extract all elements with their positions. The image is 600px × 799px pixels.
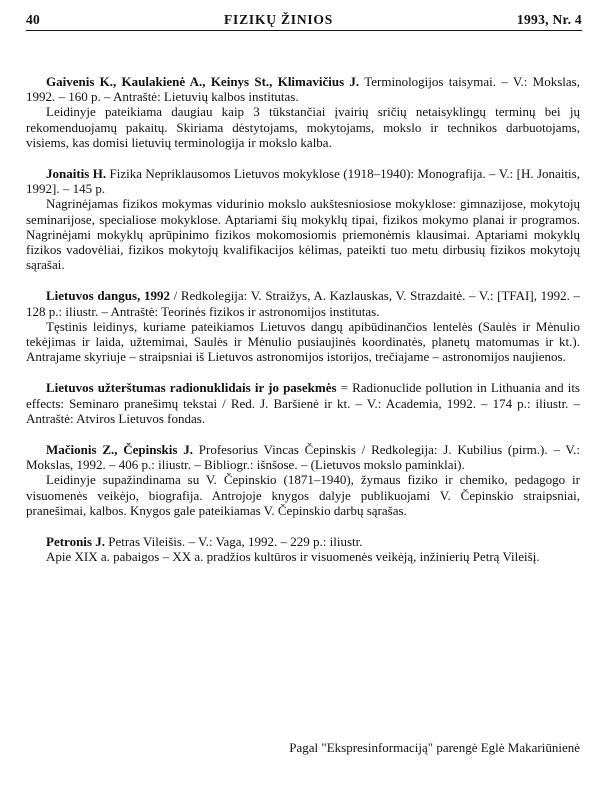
- entry-citation-text: / Redkolegija: V. Straižys, A. Kazlauskas, V. Strazdaitė. – V.: [TFAI], 1992. – 128 p.: iliustr. – Antraštė: Teorinės fizikos ir astronomijos institutas.: [26, 288, 580, 319]
- issue-number: 1993, Nr. 4: [516, 12, 582, 27]
- entry-description: Tęstinis leidinys, kuriame pateikiamos Lietuvos dangų apibūdinančios lentelės (Saulės ir Mėnulio tekėjimas ir laida, užtemimai, Saulės ir Mėnulio pusiaujinės koordinatės, planetų matomumas ir kt.). Antrajame skyriuje – straipsniai iš Lietuvos astronomijos istorijos, trečiajame – astronomijos naujienos.: [26, 318, 580, 365]
- entry-citation: [26, 442, 580, 472]
- bibliography-entry: [26, 166, 580, 272]
- bibliography-entry: [26, 288, 580, 364]
- entry-citation: [26, 534, 580, 549]
- bibliography-entry: [26, 380, 580, 426]
- entry-citation: [26, 166, 580, 196]
- entry-description: Leidinyje pateikiama daugiau kaip 3 tūkstančiai įvairių sričių netaisyklingų terminų bei jų rekomenduojamų pakaitų. Skiriama dėstytojams, mokytojams, mokslo ir technikos darbuotojams, visiems, kas domisi lietuvių terminologija ir mokslo kalba.: [26, 104, 580, 150]
- entry-authors: Lietuvos dangus, 1992: [46, 288, 170, 304]
- entry-citation: [26, 74, 580, 104]
- entry-authors: Jonaitis H.: [46, 166, 107, 182]
- page-header: [26, 12, 582, 31]
- bibliography-list: [26, 74, 580, 580]
- entry-authors: Lietuvos užterštumas radionuklidais ir jo pasekmės: [46, 380, 337, 396]
- page-number: 40: [26, 12, 41, 27]
- entry-authors: Gaivenis K., Kaulakienė A., Keinys St., Klimavičius J.: [46, 74, 360, 89]
- entry-citation-text: Profesorius Vincas Čepinskis / Redkolegija: J. Kubilius (pirm.). – V.: Mokslas, 1992. – 406 p.: iliustr. – Bibliogr.: išnšose. – (Lietuvos mokslo paminklai).: [26, 442, 581, 473]
- entry-authors: Mačionis Z., Čepinskis J.: [46, 442, 193, 458]
- entry-citation: [26, 288, 580, 318]
- bibliography-entry: [26, 74, 580, 150]
- entry-citation: [26, 380, 580, 426]
- entry-citation-text: Fizika Nepriklausomos Lietuvos mokyklose (1918–1940): Monografija. – V.: [H. Jonaitis, 1992]. – 145 p.: [26, 166, 580, 197]
- entry-citation-text: Terminologijos taisymai. – V.: Mokslas, 1992. – 160 p. – Antraštė: Lietuvių kalbos institutas.: [26, 74, 580, 105]
- journal-title: FIZIKŲ ŽINIOS: [223, 12, 334, 27]
- entry-description: Apie XIX a. pabaigos – XX a. pradžios kultūros ir visuomenės veikėją, inžinierių Petrą Vileišį.: [46, 549, 540, 565]
- entry-description: Leidinyje supažindinama su V. Čepinskio (1871–1940), žymaus fiziko ir chemiko, pedagogo ir visuomenės veikėjo, biografija. Antrojoje knygos dalyje publikuojami V. Čepinskio straipsniai, pranešimai, kalbos. Knygos gale pateikiamas V. Čepinskio darbų sąrašas.: [26, 472, 580, 518]
- entry-authors: Petronis J.: [46, 534, 105, 550]
- bibliography-entry: [26, 534, 580, 564]
- compiler-signature: Pagal "Ekspresinformaciją" parengė Eglė Makariūnienė: [289, 740, 580, 755]
- entry-citation-text: = Radionuclide pollution in Lithuania and its effects: Seminaro pranešimų tekstai / Red. J. Baršienė ir kt. – V.: Academia, 1992. – 174 p.: iliustr. – Antraštė: Atviros Lietuvos fondas.: [26, 380, 580, 426]
- entry-citation-text: Petras Vileišis. – V.: Vaga, 1992. – 229 p.: iliustr.: [104, 534, 363, 550]
- bibliography-entry: [26, 442, 580, 518]
- entry-description: Nagrinėjamas fizikos mokymas vidurinio mokslo aukštesniosiose mokyklose: gimnazijose, mokytojų seminarijose, specialiose mokyklose. Aptariami šių mokyklų tipai, fizikos mokymo planai ir programos. Nagrinėjami mokyklų aprūpinimo fizikos mokomosiomis priemonėmis klausimai. Aptariami mokyklų fizikos vadovėliai, fizikos mokytojų kvalifikacijos kėlimas, pateikti tuo metu dirbusių fizikos mokytojų sąrašai.: [26, 196, 580, 273]
